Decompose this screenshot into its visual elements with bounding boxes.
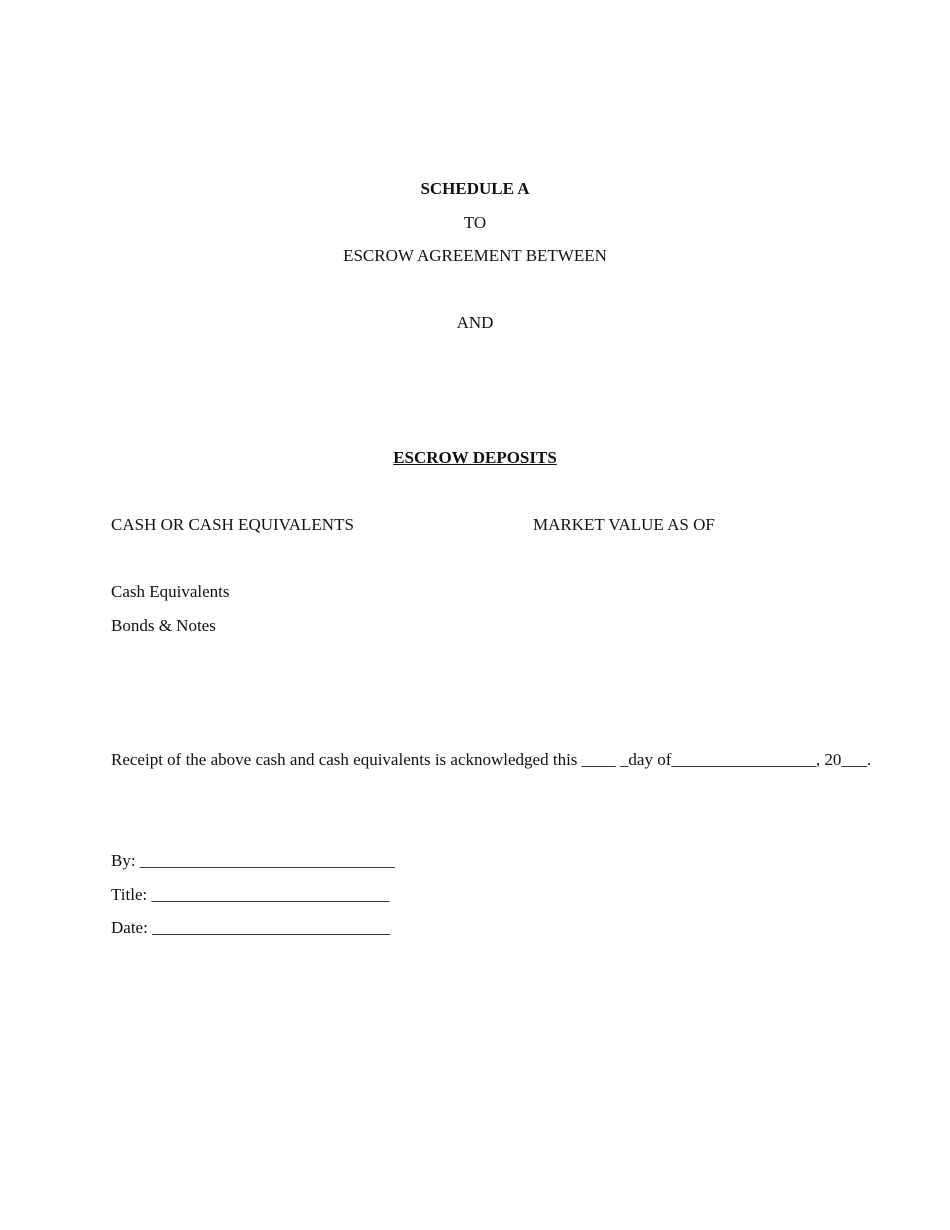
list-item: Cash Equivalents <box>111 582 230 601</box>
section-title <box>0 448 950 468</box>
list-item: Bonds & Notes <box>111 616 216 635</box>
schedule-heading: SCHEDULE A <box>420 179 530 198</box>
date-field: Date: ____________________________ <box>111 918 391 937</box>
agreement-line: ESCROW AGREEMENT BETWEEN <box>343 246 607 265</box>
column-header-right: MARKET VALUE AS OF <box>533 515 715 534</box>
by-field: By: ______________________________ <box>111 851 395 870</box>
section-title-text: ESCROW DEPOSITS <box>393 448 557 467</box>
and-line: AND <box>456 313 494 332</box>
to-line: TO <box>463 213 487 232</box>
receipt-statement: Receipt of the above cash and cash equivalents is acknowledged this ____ _day of_________________, 20___. <box>111 750 872 769</box>
title-field: Title: ____________________________ <box>111 885 390 904</box>
column-header-left: CASH OR CASH EQUIVALENTS <box>111 515 354 534</box>
